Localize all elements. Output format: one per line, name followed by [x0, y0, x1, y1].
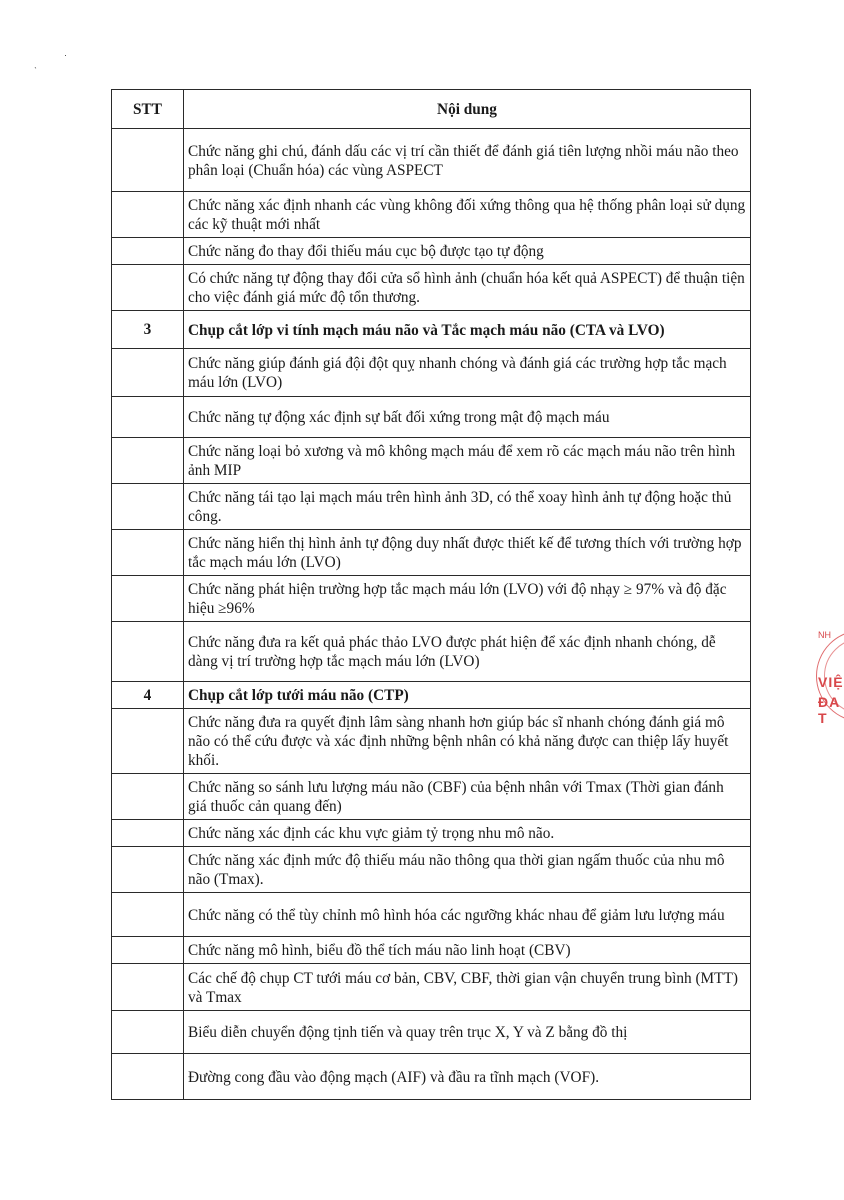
row-content: Chức năng xác định mức độ thiếu máu não thông qua thời gian ngấm thuốc của nhu mô não (Tmax). — [184, 847, 751, 893]
row-stt — [112, 820, 184, 847]
row-stt — [112, 893, 184, 937]
section-title: Chụp cắt lớp tưới máu não (CTP) — [184, 682, 751, 709]
table-row — [112, 937, 751, 964]
table-row — [112, 964, 751, 1011]
row-content: Chức năng xác định nhanh các vùng không đối xứng thông qua hệ thống phân loại sử dụng các kỹ thuật mới nhất — [184, 192, 751, 238]
row-stt — [112, 964, 184, 1011]
row-content: Có chức năng tự động thay đổi cửa sổ hình ảnh (chuẩn hóa kết quả ASPECT) để thuận tiện cho việc đánh giá mức độ tổn thương. — [184, 265, 751, 311]
table-row — [112, 397, 751, 438]
table-row — [112, 774, 751, 820]
row-content: Chức năng so sánh lưu lượng máu não (CBF) của bệnh nhân với Tmax (Thời gian đánh giá thuốc cản quang đến) — [184, 774, 751, 820]
table-row — [112, 1011, 751, 1054]
table-body — [112, 129, 751, 1100]
table-row — [112, 820, 751, 847]
section-title: Chụp cắt lớp vi tính mạch máu não và Tắc mạch máu não (CTA và LVO) — [184, 311, 751, 349]
row-content: Chức năng mô hình, biểu đồ thể tích máu não linh hoạt (CBV) — [184, 937, 751, 964]
row-stt — [112, 847, 184, 893]
scan-speck: · — [64, 50, 67, 60]
table-row — [112, 893, 751, 937]
row-stt — [112, 622, 184, 682]
row-content: Chức năng loại bỏ xương và mô không mạch máu để xem rõ các mạch máu não trên hình ảnh MIP — [184, 438, 751, 484]
row-stt — [112, 484, 184, 530]
row-stt — [112, 192, 184, 238]
row-content: Biểu diễn chuyển động tịnh tiến và quay trên trục X, Y và Z bằng đồ thị — [184, 1011, 751, 1054]
table-row — [112, 238, 751, 265]
table-row — [112, 622, 751, 682]
row-content: Chức năng tái tạo lại mạch máu trên hình ảnh 3D, có thể xoay hình ảnh tự động hoặc thủ công. — [184, 484, 751, 530]
row-content: Chức năng đưa ra quyết định lâm sàng nhanh hơn giúp bác sĩ nhanh chóng đánh giá mô não có thể cứu được và xác định những bệnh nhân có khả năng được can thiệp lấy huyết khối. — [184, 709, 751, 774]
stamp-text: NH — [818, 630, 831, 640]
table-row — [112, 192, 751, 238]
row-content: Chức năng hiển thị hình ảnh tự động duy nhất được thiết kế để tương thích với trường hợp tắc mạch máu lớn (LVO) — [184, 530, 751, 576]
row-stt — [112, 709, 184, 774]
table-row — [112, 530, 751, 576]
table-row — [112, 576, 751, 622]
row-stt: 4 — [112, 682, 184, 709]
row-stt — [112, 129, 184, 192]
table-header-row — [112, 90, 751, 129]
table-row — [112, 265, 751, 311]
header-stt: STT — [112, 90, 184, 129]
table-row — [112, 484, 751, 530]
row-stt — [112, 1011, 184, 1054]
table-row — [112, 129, 751, 192]
scan-speck: ˋ — [34, 66, 37, 76]
table-row — [112, 709, 751, 774]
specification-table — [111, 89, 751, 1100]
row-content: Các chế độ chụp CT tưới máu cơ bản, CBV, CBF, thời gian vận chuyển trung bình (MTT) và Tmax — [184, 964, 751, 1011]
row-stt — [112, 397, 184, 438]
official-stamp — [812, 620, 844, 770]
row-stt — [112, 265, 184, 311]
row-content: Chức năng giúp đánh giá đội đột quỵ nhanh chóng và đánh giá các trường hợp tắc mạch máu lớn (LVO) — [184, 349, 751, 397]
row-stt — [112, 774, 184, 820]
table-section-row — [112, 311, 751, 349]
table-row — [112, 1054, 751, 1100]
row-stt — [112, 576, 184, 622]
table-row — [112, 847, 751, 893]
row-content: Chức năng đo thay đổi thiếu máu cục bộ được tạo tự động — [184, 238, 751, 265]
row-content: Chức năng xác định các khu vực giảm tỷ trọng nhu mô não. — [184, 820, 751, 847]
row-stt: 3 — [112, 311, 184, 349]
stamp-text: VIỆ — [818, 674, 844, 690]
row-content: Chức năng đưa ra kết quả phác thảo LVO được phát hiện để xác định nhanh chóng, dễ dàng vị trí trường hợp tắc mạch máu lớn (LVO) — [184, 622, 751, 682]
row-stt — [112, 530, 184, 576]
row-content: Chức năng tự động xác định sự bất đối xứng trong mật độ mạch máu — [184, 397, 751, 438]
row-content: Chức năng có thể tùy chỉnh mô hình hóa các ngưỡng khác nhau để giảm lưu lượng máu — [184, 893, 751, 937]
row-stt — [112, 937, 184, 964]
row-stt — [112, 438, 184, 484]
table-row — [112, 438, 751, 484]
row-content: Chức năng phát hiện trường hợp tắc mạch máu lớn (LVO) với độ nhạy ≥ 97% và độ đặc hiệu ≥96% — [184, 576, 751, 622]
stamp-text: ĐA T — [818, 694, 840, 726]
table-row — [112, 349, 751, 397]
row-stt — [112, 1054, 184, 1100]
row-content: Đường cong đầu vào động mạch (AIF) và đầu ra tĩnh mạch (VOF). — [184, 1054, 751, 1100]
table-section-row — [112, 682, 751, 709]
header-content: Nội dung — [184, 90, 751, 129]
row-content: Chức năng ghi chú, đánh dấu các vị trí cần thiết để đánh giá tiên lượng nhồi máu não theo phân loại (Chuẩn hóa) các vùng ASPECT — [184, 129, 751, 192]
row-stt — [112, 238, 184, 265]
row-stt — [112, 349, 184, 397]
